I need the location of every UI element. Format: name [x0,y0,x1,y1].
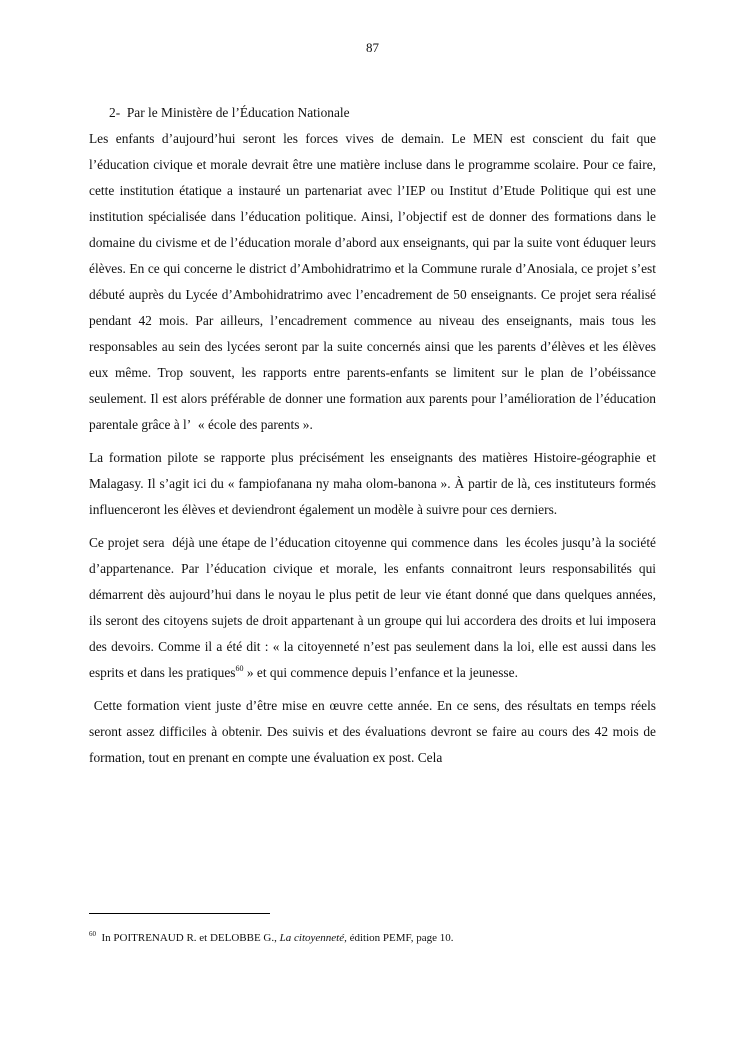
paragraph-3-text-end: » et qui commence depuis l’enfance et la jeunesse. [243,665,518,680]
paragraph-4: Cette formation vient juste d’être mise en œuvre cette année. En ce sens, des résultats en temps réels seront assez difficiles à obtenir. Des suivis et des évaluations devront se faire au cours des 42 mois de formation, tout en prenant en compte une évaluation ex post. Cela [89,698,656,765]
footnote [89,931,656,945]
footnote-text-end: édition PEMF, page 10. [346,932,454,944]
footnote-separator [89,913,270,914]
page-body [89,100,656,771]
paragraph-2: La formation pilote se rapporte plus précisément les enseignants des matières Histoire-géographie et Malagasy. Il s’agit ici du « fampiofanana ny maha olom-banona ». À partir de là, ces instituteurs formés influenceront les élèves et deviendront également un modèle à suivre pour ces derniers. [89,450,656,517]
paragraph-3-text: Ce projet sera déjà une étape de l’éducation citoyenne qui commence dans les écoles jusqu’à la société d’appartenance. Par l’éducation civique et morale, les enfants connaitront leurs responsabilités qui démarrent dès aujourd’hui dans le noyau le plus petit de leur vie étant donné que dans quelques années, ils seront des citoyens sujets de droit appartenant à un groupe qui lui accordera des droits et lui imposera des devoirs. Comme il a été dit : « la citoyenneté n’est pas seulement dans la loi, elle est aussi dans les esprits et dans les pratiques [89,535,656,680]
paragraph-3 [89,530,656,686]
footnote-number: 60 [89,930,96,938]
footnote-text: In POITRENAUD R. et DELOBBE G., [96,932,280,944]
page-number: 87 [366,40,379,55]
footnote-title: La citoyenneté, [279,932,347,944]
paragraph-1: Les enfants d’aujourd’hui seront les forces vives de demain. Le MEN est conscient du fait que l’éducation civique et morale devrait être une matière incluse dans le programme scolaire. Pour ce faire, cette institution étatique a instauré un partenariat avec l’IEP ou Institut d’Etude Politique qui est une institution spécialisée dans l’éducation politique. Ainsi, l’objectif est de donner des formations dans le domaine du civisme et de l’éducation morale d’abord aux enseignants, qui par la suite vont éduquer leurs élèves. En ce qui concerne le district d’Ambohidratrimo et la Commune rurale d’Anosiala, ce projet s’est débuté auprès du Lycée d’Ambohidratrimo avec l’encadrement de 50 enseignants. Ce projet sera réalisé pendant 42 mois. Par ailleurs, l’encadrement commence au niveau des enseignants, mais tous les responsables au sein des lycées seront par la suite concernés ainsi que les parents d’élèves et les élèves eux même. Trop souvent, les rapports entre parents-enfants se limitent sur le plan de l’obéissance seulement. Il est alors préférable de donner une formation aux parents pour l’amélioration de l’éducation parentale grâce à l’ « école des parents ». [89,131,656,432]
section-heading: 2- Par le Ministère de l’Éducation Nationale [109,105,350,120]
footnote-reference: 60 [235,664,244,673]
